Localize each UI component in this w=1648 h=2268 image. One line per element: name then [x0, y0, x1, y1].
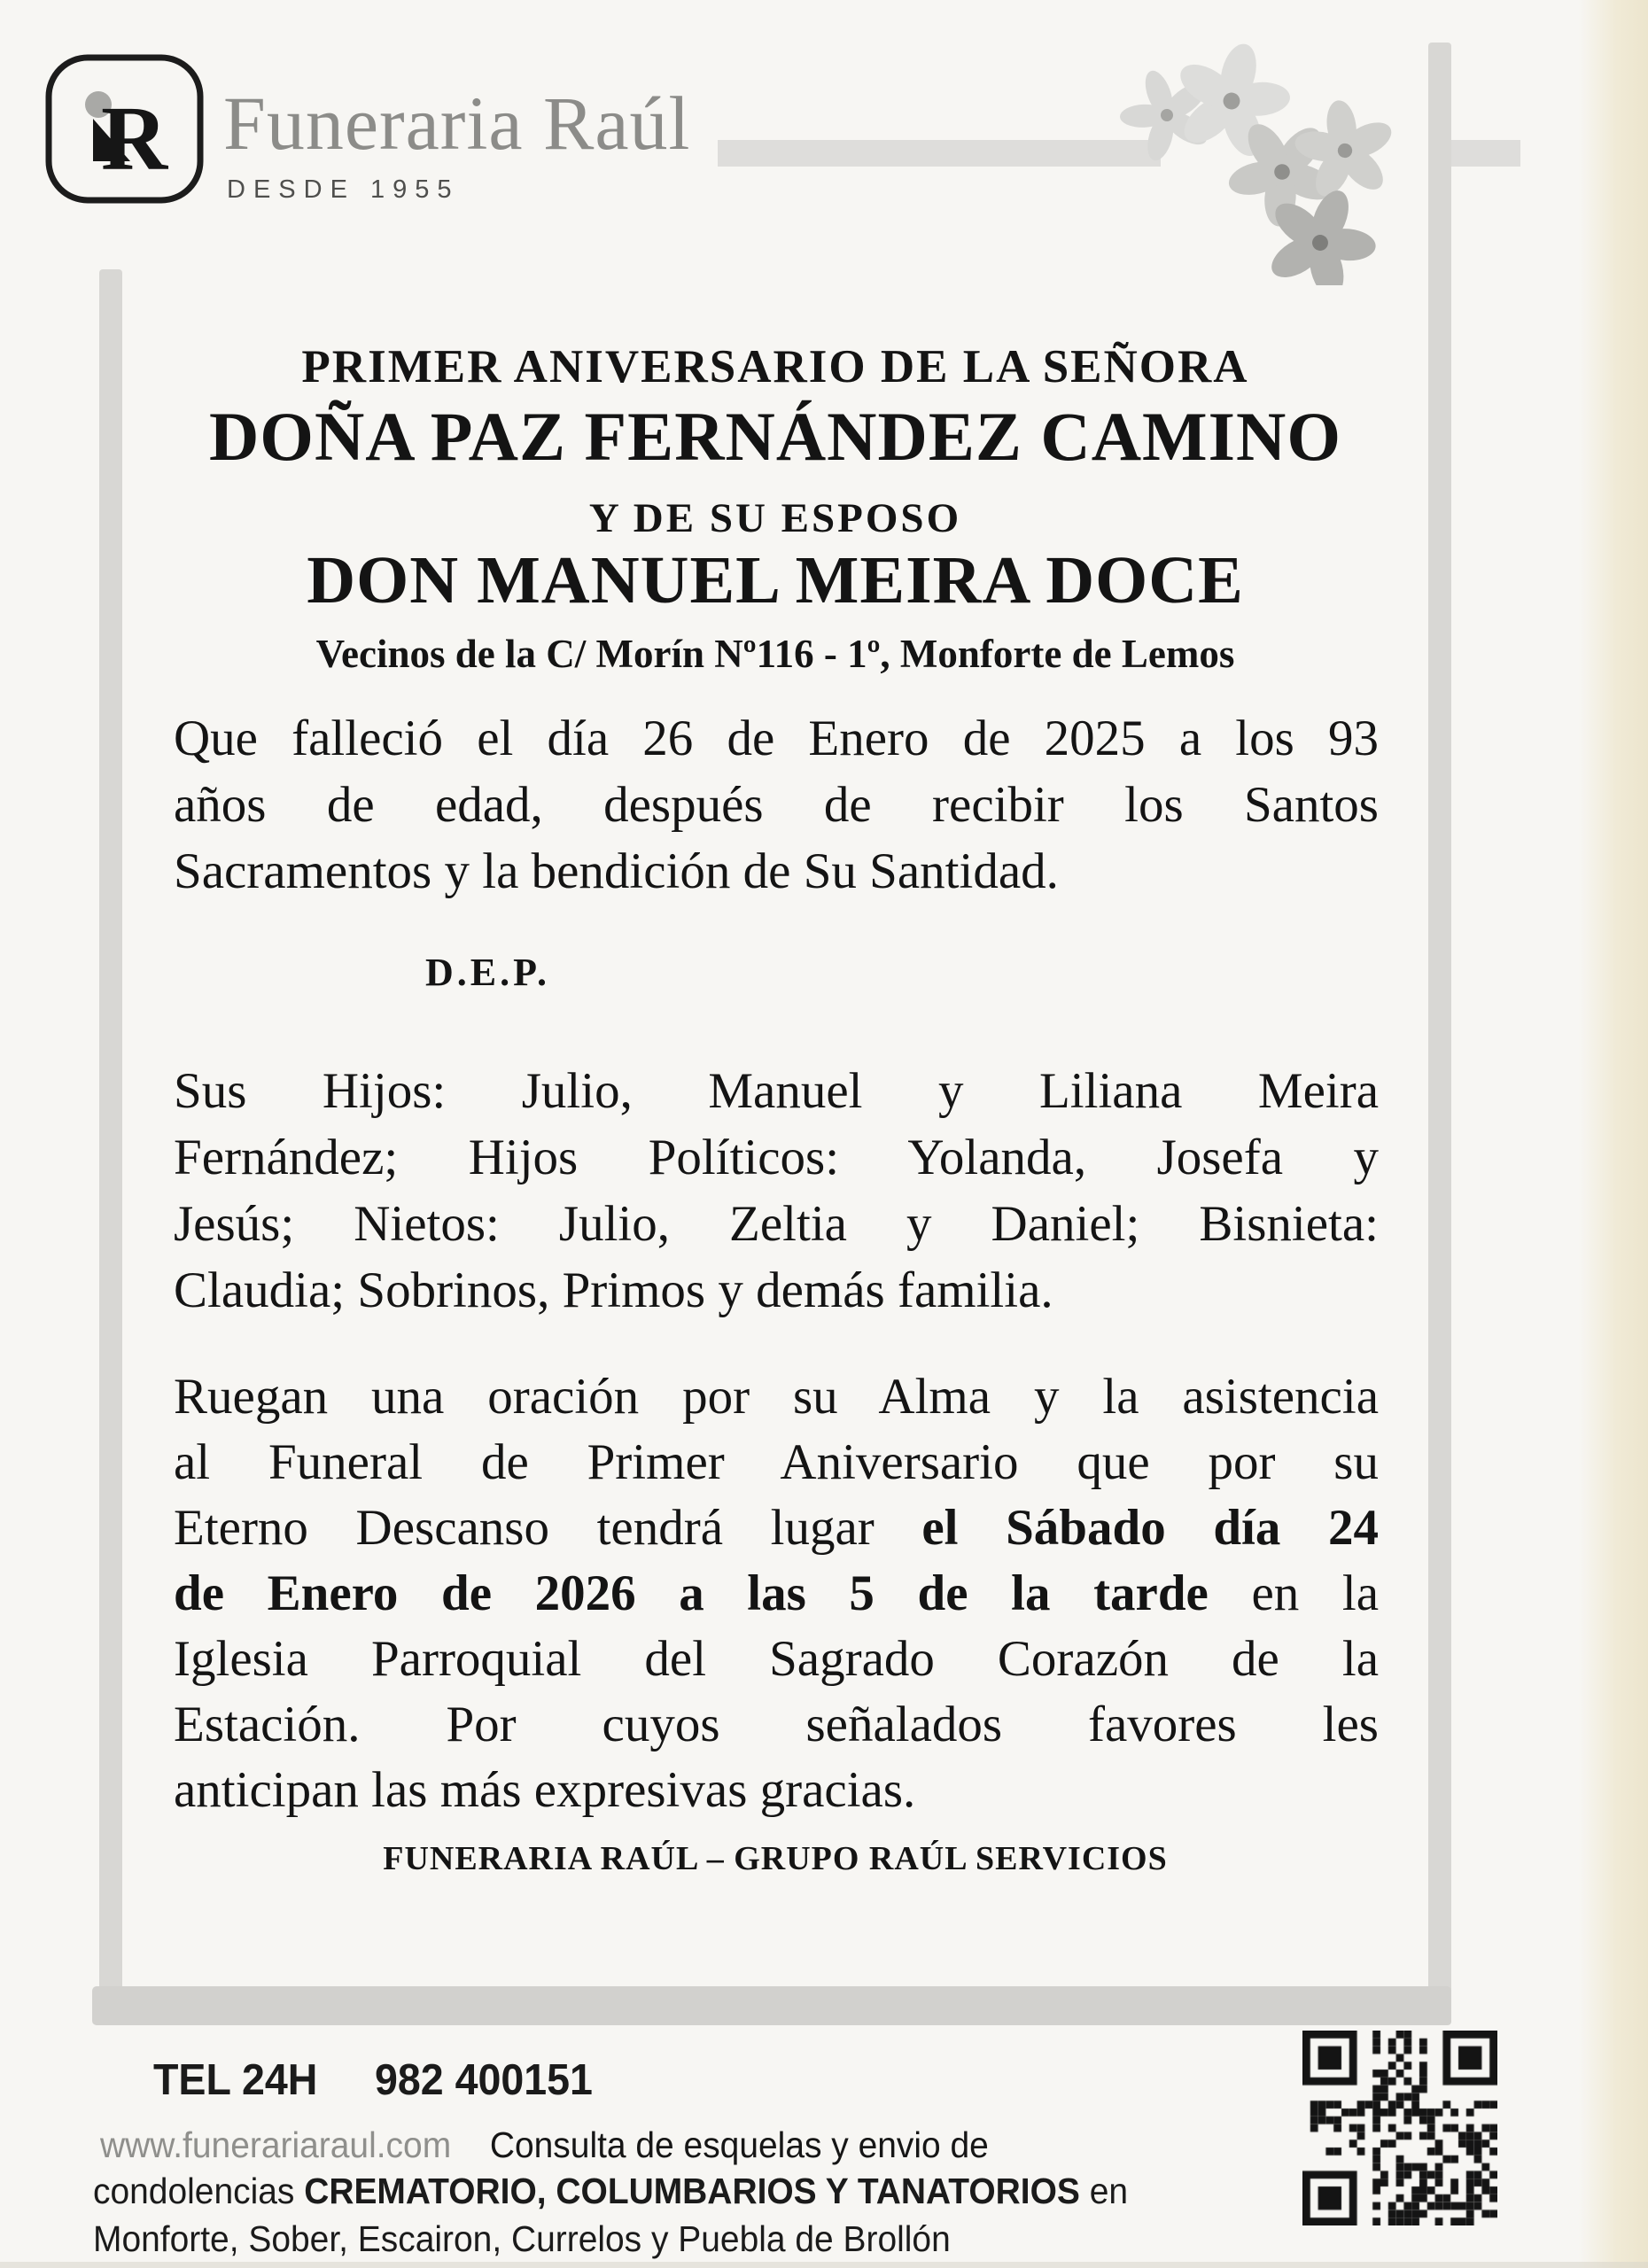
brand-since: DESDE 1955 [227, 175, 460, 204]
residence-line: Vecinos de la C/ Morín Nº116 - 1º, Monforte de Lemos [315, 632, 1235, 676]
decorative-bar-horizontal-left [718, 140, 1161, 167]
phone-line [153, 2055, 593, 2105]
locations-line: Monforte, Sober, Escairon, Currelos y Puebla de Brollón [93, 2218, 951, 2259]
page-bottom-shadow [0, 2262, 1648, 2268]
phone-number: 982 400151 [375, 2056, 593, 2104]
text-line: Ruegan una oración por su Alma y la asistencia [174, 1369, 1379, 1425]
frame-border-left [99, 269, 122, 2019]
text-line: Que falleció el día 26 de Enero de 2025 a los 93 [174, 711, 1379, 766]
rip-abbreviation: D.E.P. [425, 951, 550, 994]
plumeria-flowers-photo [1112, 19, 1422, 285]
frame-border-right [1428, 43, 1451, 2025]
death-notice-paragraph [174, 705, 1379, 905]
funeral-home-signature: FUNERARIA RAÚL – GRUPO RAÚL SERVICIOS [383, 1840, 1168, 1877]
text-line: Iglesia Parroquial del Sagrado Corazón de la [174, 1631, 1379, 1687]
text-line: Claudia; Sobrinos, Primos y demás familia. [174, 1262, 1053, 1318]
page-edge-shading [1579, 0, 1648, 2268]
svg-text:R: R [101, 88, 168, 190]
deceased-name: DOÑA PAZ FERNÁNDEZ CAMINO [208, 398, 1342, 475]
text-line: Eterno Descanso tendrá lugar el Sábado día 24 [174, 1500, 1379, 1556]
services-line: condolencias CREMATORIO, COLUMBARIOS Y TANATORIOS en [93, 2171, 1129, 2211]
qr-code [1302, 2031, 1497, 2225]
text-line: Estación. Por cuyos señalados favores les [174, 1697, 1379, 1752]
text-line: Sacramentos y la bendición de Su Santidad. [174, 843, 1059, 899]
text-line: años de edad, después de recibir los Santos [174, 777, 1379, 833]
frame-border-bottom [92, 1986, 1451, 2025]
brand-name: Funeraria Raúl [223, 81, 691, 166]
anniversary-occasion-title: PRIMER ANIVERSARIO DE LA SEÑORA [301, 341, 1249, 392]
text-line: al Funeral de Primer Aniversario que por su [174, 1434, 1379, 1490]
funeral-request-paragraph [174, 1364, 1379, 1823]
text-line: Sus Hijos: Julio, Manuel y Liliana Meira [174, 1063, 1379, 1119]
family-paragraph [174, 1058, 1379, 1324]
phone-label: TEL 24H [153, 2056, 318, 2104]
services-intro: Consulta de esquelas y envio de [489, 2124, 989, 2165]
spouse-connector: Y DE SU ESPOSO [588, 495, 962, 541]
decorative-bar-horizontal-right [1451, 140, 1520, 167]
website-line [100, 2124, 989, 2166]
website-url: www.funerariaraul.com [100, 2124, 452, 2165]
text-line: Jesús; Nietos: Julio, Zeltia y Daniel; Bisnieta: [174, 1196, 1379, 1252]
spouse-name: DON MANUEL MEIRA DOCE [307, 543, 1244, 617]
text-line: Fernández; Hijos Políticos: Yolanda, Josefa y [174, 1130, 1379, 1185]
text-line: anticipan las más expresivas gracias. [174, 1762, 916, 1818]
funeraria-raul-logo-icon [43, 51, 206, 206]
text-line: de Enero de 2026 a las 5 de la tarde en la [174, 1565, 1379, 1621]
